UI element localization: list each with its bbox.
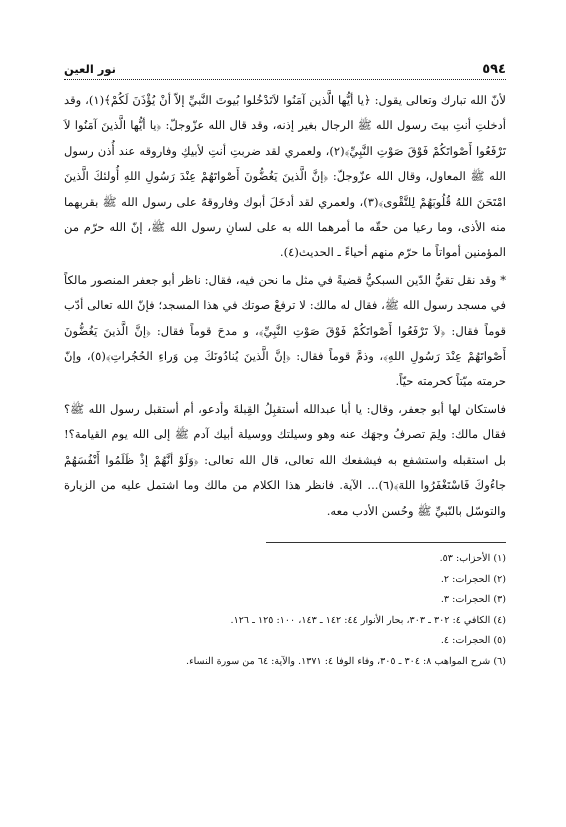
footnotes-divider (266, 542, 506, 543)
page-number: ٥٩٤ (482, 62, 506, 77)
footnote: (٥) الحجرات: ٤. (440, 635, 506, 647)
paragraph: لأنّ الله تبارك وتعالى يقول: ﴿يا أيُّها الَّذين آمَنُوا لاَتَدْخُلوا بُيوتَ النَّبيِّ إلاّ أنْ يُؤْذَنَ لَكُمْ﴾(١)، وقد أدخلتِ أنتِ بيتَ رسول الله ﷺ الرجال بغير إذنه، وقد قال الله عزّوجلّ: ﴿يا أيُّها الَّذينَ آمَنُوا لاَ تَرْفَعُوا أَصْواتَكُمْ فَوْقَ صَوْتِ النَّبِيِّ﴾(٢)، ولعمري لقد ضربتِ أنتِ لأبيكِ وفاروقه عند أُذن رسول الله ﷺ المعاول، وقال الله عزّوجلّ: ﴿إنَّ الَّذينَ يَغُضُّونَ أَصْواتَهُمْ عِنْدَ رَسُولِ اللهِ أُولئكَ الَّذينَ امْتَحَنَ اللهُ قُلُوبَهُمْ لِلتَّقْوى﴾(٣)، ولعمري لقد أدخَلَ أبوك وفاروقهُ على رسول الله ﷺ بقربهما منه الأذى، وما رعيا من حقّه ما أمرهما الله به على لسانِ رسول الله ﷺ، إنّ الله حرّم من المؤمنين أمواتاً ما حرّم منهم أحياءً ـ الحديث(٤). (64, 93, 506, 260)
running-title: نور العين (64, 62, 116, 76)
page-header (64, 62, 506, 80)
main-text (64, 88, 506, 524)
footnote: (٣) الحجرات: ٣. (440, 594, 506, 606)
footnotes (64, 549, 506, 673)
paragraph: * وقد نقل تقيُّ الدّين السبكيُّ قضيةً في مثل ما نحن فيه، فقال: ناظر أبو جعفر المنصور مالكاً في مسجد رسول الله ﷺ، فقال له مالك: لا ترفعْ صوتك في هذا المسجد؛ فإنّ الله تعالى أدّب قوماً فقال: ﴿لاَ تَرْفَعُوا أَصْواتَكُمْ فَوْقَ صَوْتِ النَّبِيِّ﴾، و مدحَ قوماً فقال: ﴿إنَّ الَّذينَ يَغُضُّونَ أَصْواتَهُمْ عِنْدَ رَسُولِ اللهِ﴾، وذمَّ قوماً فقال: ﴿إنَّ الَّذينَ يُنادُونَكَ مِن وَراءِ الحُجُراتِ﴾(٥)، وإنّ حرمته ميّتاً كحرمته حيّاً. (64, 272, 506, 389)
footnote: (١) الأحزاب: ٥٣. (439, 552, 506, 564)
paragraph: فاستكان لها أبو جعفر، وقال: يا أبا عبدالله أستقبِلُ القِبلةَ وأدعو، أم أستقبل رسول الله ﷺ؟ فقال مالك: ولِمَ تصرفُ وجهَك عنه وهو وسيلتك ووسيلة أبيك آدم ﷺ إلى الله يوم القيامة؟! بل استقبله واستشفع به فيشفعك الله تعالى، قال الله تعالى: ﴿وَلَوْ أنَّهُمْ إذْ ظَلَمُوا أَنْفُسَهُمْ جاءُوكَ فَاسْتَغْفَرُوا اللهَ﴾(٦)... الآية. فانظر هذا الكلام من مالك وما اشتمل عليه من الزيارة والتوسّل بالنّبيِّ ﷺ وحُسن الأدب معه. (64, 401, 506, 518)
footnote: (٦) شرح المواهب ٨: ٣٠٤ ـ ٣٠٥، وفاء الوفا ٤: ١٣٧١. والآية: ٦٤ من سورة النساء. (186, 655, 506, 667)
footnote: (٢) الحجرات: ٢. (440, 573, 506, 585)
footnote: (٤) الكافي ٤: ٣٠٢ ـ ٣٠٣، بحار الأنوار ٤٤: ١٤٢ ـ ١٤٣، ١٠٠: ١٢٥ ـ ١٢٦. (230, 614, 506, 626)
